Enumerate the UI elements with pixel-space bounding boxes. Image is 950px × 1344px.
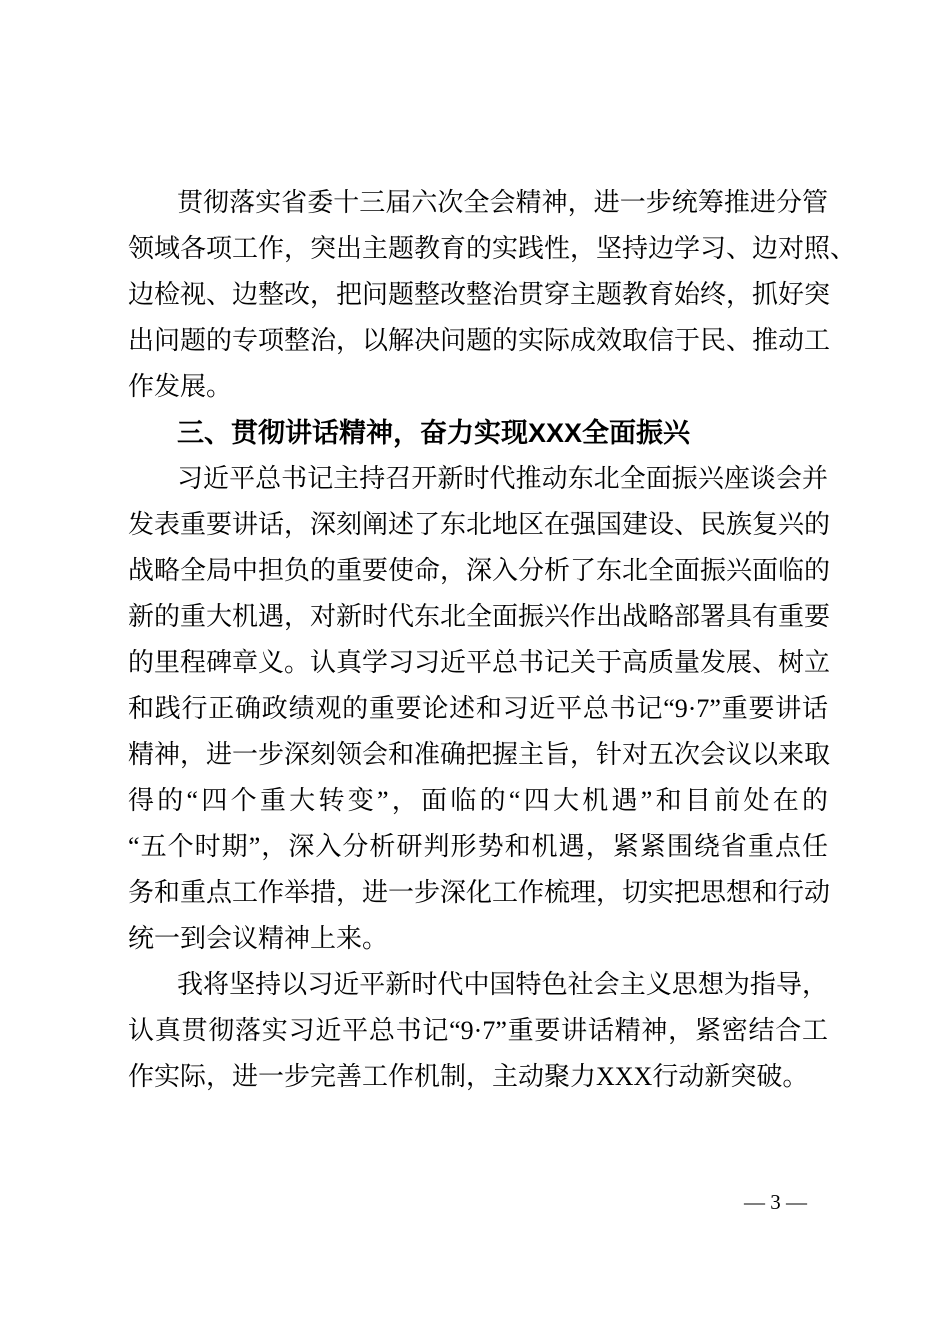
text-line: 贯彻落实省委十三届六次全会精神，进一步统筹推进分管	[177, 188, 828, 217]
text-line: 新的重大机遇，对新时代东北全面振兴作出战略部署具有重要	[128, 602, 831, 631]
text-line: 发表重要讲话，深刻阐述了东北地区在强国建设、民族复兴的	[128, 510, 831, 539]
text-line: 作实际，进一步完善工作机制，主动聚力XXX行动新突破。	[128, 1062, 809, 1091]
text-line: 的里程碑章义。认真学习习近平总书记关于高质量发展、树立	[128, 648, 831, 677]
page-number: — 3 —	[744, 1190, 807, 1214]
text-line: 统一到会议精神上来。	[128, 924, 389, 953]
text-line: 作发展。	[128, 372, 233, 401]
text-line: 务和重点工作举措，进一步深化工作梳理，切实把思想和行动	[128, 878, 831, 907]
paragraph	[128, 456, 831, 962]
text-line: 领域各项工作，突出主题教育的实践性，坚持边学习、边对照、	[128, 234, 857, 263]
text-line: 认真贯彻落实习近平总书记“9·7”重要讲话精神，紧密结合工	[128, 1016, 828, 1045]
text-line: 边检视、边整改，把问题整改整治贯穿主题教育始终，抓好突	[128, 280, 831, 309]
section-heading	[128, 410, 828, 456]
text-line: “五个时期”，深入分析研判形势和机遇，紧紧围绕省重点任	[128, 832, 828, 861]
paragraph	[128, 962, 828, 1100]
text-line: 战略全局中担负的重要使命，深入分析了东北全面振兴面临的	[128, 556, 831, 585]
text-line: 习近平总书记主持召开新时代推动东北全面振兴座谈会并	[177, 464, 828, 493]
text-line: 得的“四个重大转变”，面临的“四大机遇”和目前处在的	[128, 786, 828, 815]
text-line: 和践行正确政绩观的重要论述和习近平总书记“9·7”重要讲话	[128, 694, 828, 723]
paragraph	[128, 180, 857, 410]
text-line: 精神，进一步深刻领会和准确把握主旨，针对五次会议以来取	[128, 740, 831, 769]
heading-line: 三、贯彻讲话精神，奋力实现XXX全面振兴	[177, 418, 691, 448]
document-body	[128, 180, 857, 1100]
text-line: 我将坚持以习近平新时代中国特色社会主义思想为指导，	[177, 970, 828, 999]
text-line: 出问题的专项整治，以解决问题的实际成效取信于民、推动工	[128, 326, 831, 355]
